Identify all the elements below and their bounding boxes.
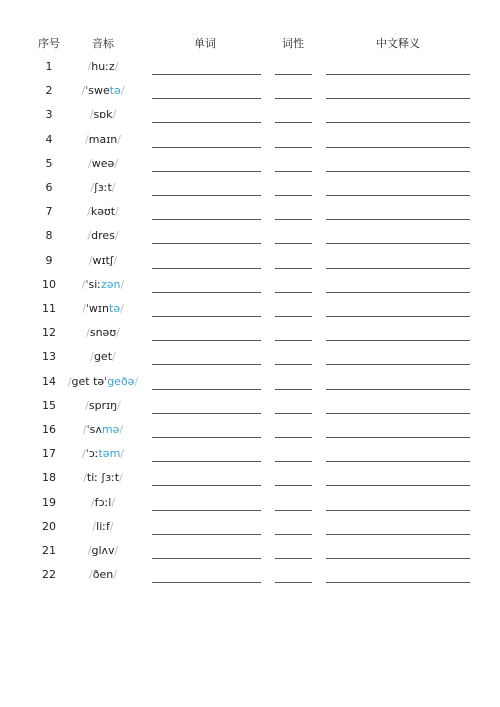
meaning-answer-line[interactable] [326,461,470,462]
slash-close: / [113,253,118,267]
meaning-answer-line[interactable] [326,122,470,123]
phonetic-text: sɒk [93,108,113,122]
slash-close: / [114,60,119,73]
slash-close: / [109,519,114,533]
phonetic-text: sprɪŋ [88,398,118,412]
row-number: 21 [42,544,56,557]
table-row [0,348,500,372]
row-number: 12 [42,326,56,340]
phonetic-text: huːz [91,60,115,73]
phonetic-transcription [64,496,142,509]
phonetic-text: glʌv [91,544,115,557]
slash-open: / [87,544,92,557]
row-number: 10 [42,277,56,291]
row-number: 22 [42,568,56,582]
slash-close: / [116,326,120,340]
slash-open: / [90,350,94,364]
phonetic-text: maɪn [88,132,118,146]
row-number: 19 [42,495,56,509]
row-number: 3 [45,108,53,122]
phonetic-transcription [64,399,142,412]
phonetic-transcription [64,520,142,533]
slash-open: / [87,60,92,73]
phonetic-transcription [64,108,142,121]
word-answer-line[interactable] [152,243,261,244]
phonetic-transcription [64,326,142,339]
word-answer-line[interactable] [152,74,261,75]
word-answer-line[interactable] [152,268,261,269]
part-of-speech-answer-line[interactable] [275,219,312,220]
header-part-of-speech: 词性 [282,37,304,50]
meaning-answer-line[interactable] [326,582,470,583]
part-of-speech-answer-line[interactable] [275,461,312,462]
slash-open: / [90,495,95,509]
word-answer-line[interactable] [152,510,261,511]
meaning-answer-line[interactable] [326,292,470,293]
phonetic-text: ˈsʌ [86,423,102,436]
phonetic-text: tiː ʃɜːt [86,471,120,485]
row-number: 1 [45,60,53,73]
phonetic-transcription [64,133,142,146]
slash-close: / [112,350,116,364]
slash-open: / [88,253,93,267]
word-answer-line[interactable] [152,219,261,220]
meaning-answer-line[interactable] [326,219,470,220]
word-answer-line[interactable] [152,534,261,535]
phonetic-text: ðen [92,568,114,582]
row-number: 6 [45,181,53,194]
row-number: 17 [42,447,56,461]
row-number: 18 [42,471,56,485]
row-number: 15 [42,398,56,412]
word-answer-line[interactable] [152,147,261,148]
slash-open: / [87,229,92,243]
meaning-answer-line[interactable] [326,195,470,196]
meaning-answer-line[interactable] [326,171,470,172]
table-row [0,445,500,469]
slash-open: / [85,132,89,146]
header-meaning: 中文释义 [376,37,420,50]
meaning-answer-line[interactable] [326,147,470,148]
phonetic-transcription [64,350,142,363]
row-number: 8 [45,229,53,243]
slash-close: / [119,471,123,485]
phonetic-text: weə [91,156,115,170]
meaning-answer-line[interactable] [326,316,470,317]
phonetic-transcription [64,60,142,73]
word-answer-line[interactable] [152,413,261,414]
row-number: 5 [45,156,53,170]
slash-close: / [112,108,117,122]
meaning-answer-line[interactable] [326,413,470,414]
phonetic-text: dres [91,229,115,243]
table-row [0,276,500,300]
phonetic-transcription [64,181,142,194]
part-of-speech-answer-line[interactable] [275,510,312,511]
table-row [0,397,500,421]
part-of-speech-answer-line[interactable] [275,268,312,269]
phonetic-transcription [64,471,142,484]
slash-open: / [81,447,86,461]
table-row [0,421,500,445]
word-answer-line[interactable] [152,122,261,123]
row-number: 13 [42,350,56,364]
slash-close: / [120,447,124,461]
slash-close: / [119,423,124,436]
slash-close: / [115,205,119,219]
table-row [0,227,500,251]
phonetic-text: snəʊ [89,326,117,340]
part-of-speech-answer-line[interactable] [275,171,312,172]
slash-open: / [89,568,93,582]
slash-close: / [134,374,139,388]
slash-close: / [114,544,119,557]
phonetic-transcription [64,84,142,97]
phonetic-text: kəʊt [90,205,116,219]
row-number: 11 [42,302,56,315]
phonetic-transcription [64,205,142,218]
phonetic-transcription [64,157,142,170]
word-answer-line[interactable] [152,558,261,559]
table-row [0,300,500,324]
header-number: 序号 [38,37,60,50]
meaning-answer-line[interactable] [326,510,470,511]
phonetic-transcription [64,568,142,581]
meaning-answer-line[interactable] [326,364,470,365]
part-of-speech-answer-line[interactable] [275,292,312,293]
phonetic-transcription [64,447,142,460]
slash-open: / [87,205,91,219]
table-row [0,179,500,203]
part-of-speech-answer-line[interactable] [275,98,312,99]
phonetic-text: ˈwɪn [85,302,109,315]
table-row [0,542,500,566]
part-of-speech-answer-line[interactable] [275,364,312,365]
slash-close: / [114,229,119,243]
word-answer-line[interactable] [152,389,261,390]
slash-close: / [120,302,124,315]
phonetic-highlight: mə [101,423,120,436]
phonetic-highlight: zən [101,277,121,291]
slash-open: / [86,326,90,340]
part-of-speech-answer-line[interactable] [275,122,312,123]
table-row [0,58,500,82]
table-row [0,566,500,590]
phonetic-transcription [64,278,142,291]
phonetic-text: get təˈ [71,374,108,388]
part-of-speech-answer-line[interactable] [275,534,312,535]
row-number: 4 [45,132,53,146]
phonetic-text: get [93,350,113,364]
part-of-speech-answer-line[interactable] [275,413,312,414]
phonetic-text: wɪtʃ [92,253,114,267]
slash-open: / [90,181,95,194]
slash-close: / [111,495,116,509]
phonetic-transcription [64,302,142,315]
part-of-speech-answer-line[interactable] [275,195,312,196]
word-answer-line[interactable] [152,437,261,438]
meaning-answer-line[interactable] [326,437,470,438]
table-row [0,518,500,542]
slash-close: / [120,277,125,291]
word-answer-line[interactable] [152,582,261,583]
word-answer-line[interactable] [152,364,261,365]
row-number: 9 [45,253,53,267]
table-row [0,494,500,518]
table-row [0,469,500,493]
meaning-answer-line[interactable] [326,340,470,341]
row-number: 16 [42,423,56,436]
table-row [0,252,500,276]
table-row [0,155,500,179]
slash-close: / [120,84,125,98]
row-number: 2 [45,84,53,98]
word-answer-line[interactable] [152,171,261,172]
phonetic-transcription [64,229,142,242]
word-answer-line[interactable] [152,292,261,293]
meaning-answer-line[interactable] [326,98,470,99]
phonetic-text: ʃɜːt [94,181,112,194]
slash-open: / [81,84,86,98]
phonetic-text: ˈɔː [85,447,99,461]
header-phonetic: 音标 [92,37,114,50]
phonetic-highlight: geðə [107,374,135,388]
slash-open: / [81,277,86,291]
word-answer-line[interactable] [152,316,261,317]
phonetic-text: fɔːl [94,495,112,509]
meaning-answer-line[interactable] [326,558,470,559]
phonetic-highlight: tə [109,302,121,315]
word-answer-line[interactable] [152,461,261,462]
phonetic-highlight: tə [109,84,121,98]
table-row [0,203,500,227]
slash-open: / [85,398,89,412]
slash-open: / [89,108,94,122]
phonetic-highlight: təm [98,447,121,461]
phonetic-transcription [64,375,142,388]
phonetic-transcription [64,544,142,557]
table-row [0,324,500,348]
table-row [0,106,500,130]
slash-open: / [83,471,87,485]
meaning-answer-line[interactable] [326,389,470,390]
table-row [0,82,500,106]
part-of-speech-answer-line[interactable] [275,147,312,148]
word-answer-line[interactable] [152,195,261,196]
slash-close: / [113,568,117,582]
slash-open: / [82,423,87,436]
slash-open: / [82,302,86,315]
slash-close: / [114,156,118,170]
meaning-answer-line[interactable] [326,534,470,535]
header-word: 单词 [194,37,216,50]
part-of-speech-answer-line[interactable] [275,389,312,390]
table-header [0,35,500,51]
slash-close: / [117,132,121,146]
meaning-answer-line[interactable] [326,268,470,269]
phonetic-transcription [64,423,142,436]
part-of-speech-answer-line[interactable] [275,582,312,583]
meaning-answer-line[interactable] [326,485,470,486]
row-number: 20 [42,519,56,533]
word-answer-line[interactable] [152,98,261,99]
slash-open: / [92,519,97,533]
meaning-answer-line[interactable] [326,243,470,244]
row-number: 7 [45,205,53,219]
word-answer-line[interactable] [152,340,261,341]
slash-open: / [88,156,92,170]
meaning-answer-line[interactable] [326,74,470,75]
phonetic-text: liːf [96,519,110,533]
table-row [0,131,500,155]
phonetic-text: ˈsiː [85,277,101,291]
part-of-speech-answer-line[interactable] [275,316,312,317]
slash-close: / [117,398,121,412]
phonetic-text: ˈswe [85,84,110,98]
part-of-speech-answer-line[interactable] [275,485,312,486]
part-of-speech-answer-line[interactable] [275,437,312,438]
table-row [0,373,500,397]
part-of-speech-answer-line[interactable] [275,340,312,341]
slash-open: / [67,374,72,388]
word-answer-line[interactable] [152,485,261,486]
part-of-speech-answer-line[interactable] [275,243,312,244]
slash-close: / [111,181,116,194]
part-of-speech-answer-line[interactable] [275,74,312,75]
phonetic-transcription [64,254,142,267]
row-number: 14 [42,374,56,388]
part-of-speech-answer-line[interactable] [275,558,312,559]
